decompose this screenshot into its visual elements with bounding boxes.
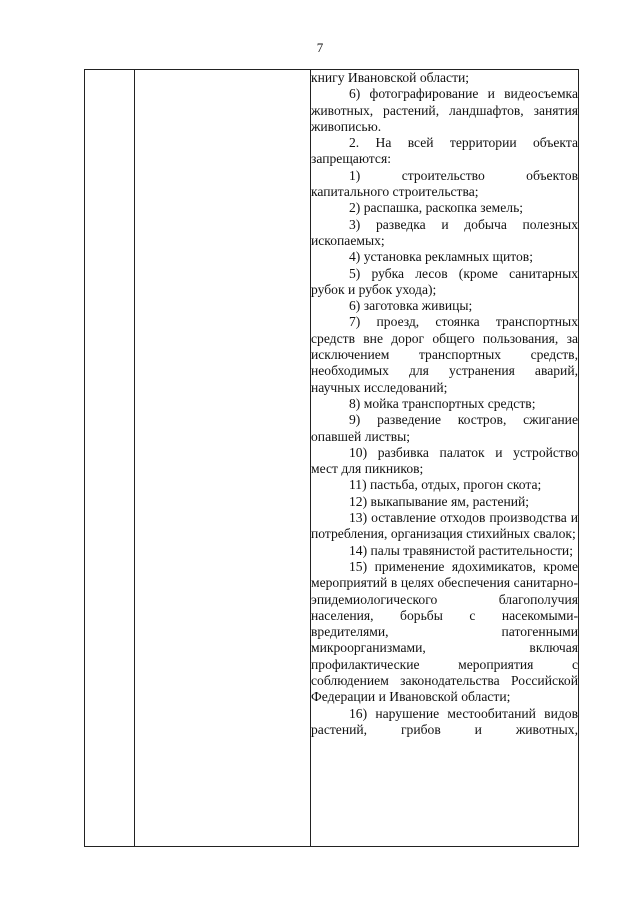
page-number: 7 — [316, 40, 324, 55]
list-item: 14) палы травянистой растительности; — [349, 542, 573, 558]
list-item: 5) рубка лесов (кроме санитарных рубок и рубок ухода); — [311, 265, 578, 297]
list-item: 3) разведка и добыча полезных ископаемых; — [311, 216, 578, 248]
list-item: 4) установка рекламных щитов; — [349, 249, 533, 265]
list-item: 7) проезд, стоянка транспортных средств вне дорог общего пользования, за исключением транспортных средств, необходимых для устранения аварий, научных исследований; — [311, 314, 578, 395]
table-cell-number — [85, 70, 135, 847]
table-cell-name — [135, 70, 311, 847]
list-item: 8) мойка транспортных средств; — [349, 395, 536, 411]
paragraph: книгу Ивановской области; — [311, 70, 470, 85]
paragraph: 2. На всей территории объекта запрещаются: — [311, 135, 578, 167]
table-row — [85, 70, 579, 847]
list-item: 16) нарушение местообитаний видов растений, грибов и животных, — [311, 705, 578, 737]
list-item: 13) оставление отходов производства и потребления, организация стихийных свалок; — [311, 510, 578, 542]
paragraph: 6) фотографирование и видеосъемка животных, растений, ландшафтов, занятия живописью. — [311, 86, 578, 134]
list-item: 15) применение ядохимикатов, кроме мероприятий в целях обеспечения санитарно-эпидемиологического благополучия населения, борьбы с насекомыми-вредителями, патогенными микроорганизмами, включая профилактические мероприятия с соблюдением законодательства Российской Федерации и Ивановской области; — [311, 558, 578, 705]
list-item: 9) разведение костров, сжигание опавшей листвы; — [311, 412, 578, 444]
list-item: 11) пастьба, отдых, прогон скота; — [349, 477, 542, 493]
list-item: 2) распашка, раскопка земель; — [349, 200, 524, 216]
list-item: 6) заготовка живицы; — [349, 298, 473, 314]
table-cell-regime — [311, 70, 579, 847]
list-item: 10) разбивка палаток и устройство мест для пикников; — [311, 444, 578, 477]
list-item: 1) строительство объектов капитального строительства; — [311, 167, 578, 200]
regulation-table — [84, 69, 579, 847]
list-item: 12) выкапывание ям, растений; — [349, 493, 530, 509]
